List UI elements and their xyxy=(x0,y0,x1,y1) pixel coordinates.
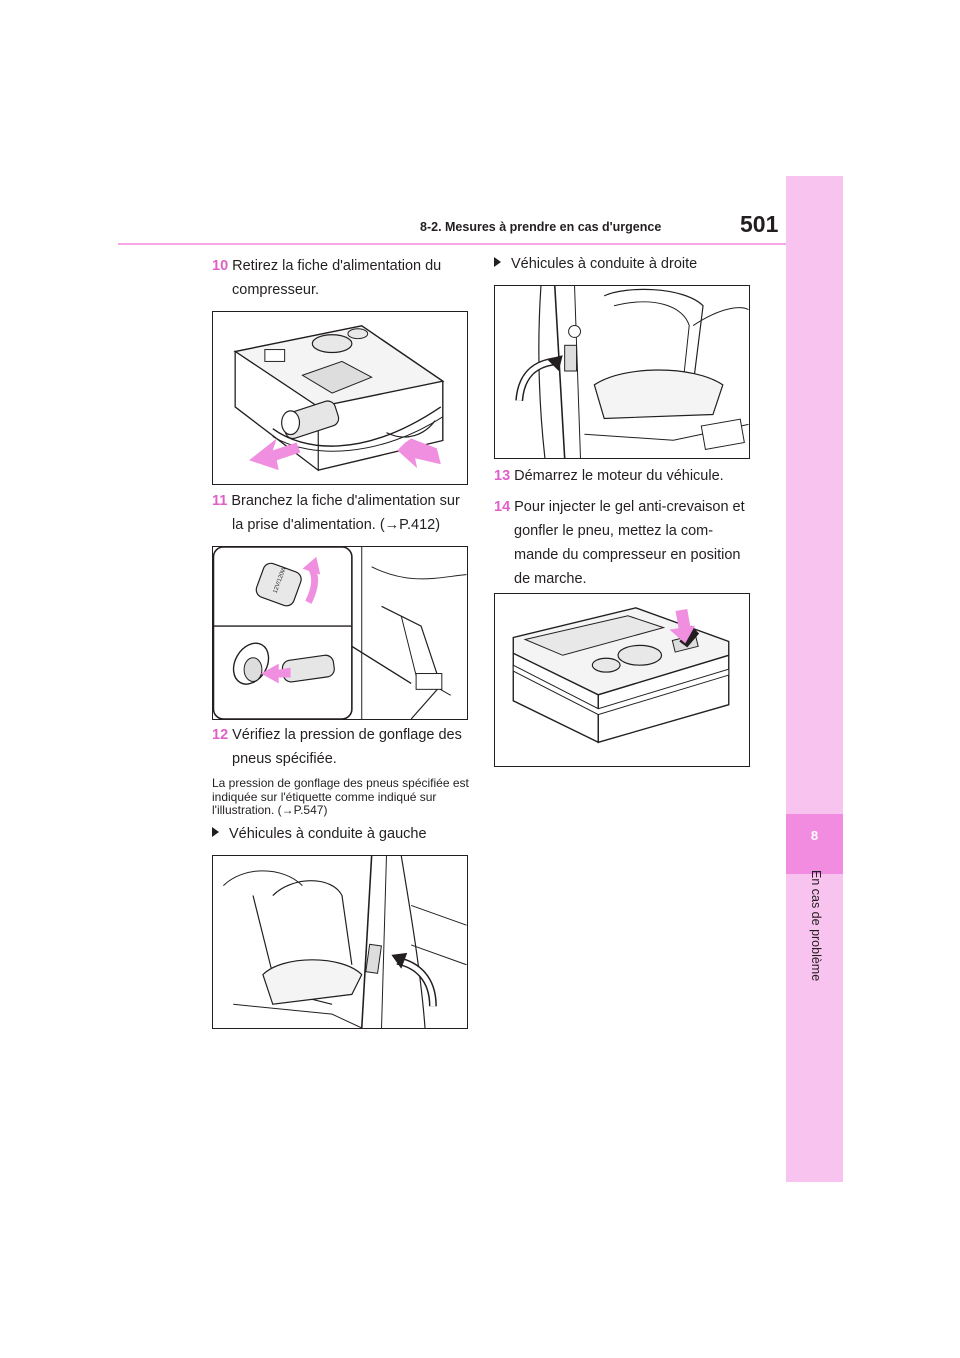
step-13 xyxy=(494,464,724,488)
figure-right-drive-label xyxy=(494,285,750,459)
step-number: 13 xyxy=(494,468,511,484)
right-drive-illustration xyxy=(495,286,749,458)
bullet-text: Véhicules à conduite à gauche xyxy=(229,826,427,842)
step-number: 10 xyxy=(212,258,229,274)
bullet-text: Véhicules à conduite à droite xyxy=(511,256,698,272)
step-text: Vérifiez la pression de gonflage des xyxy=(232,727,462,743)
left-drive-illustration xyxy=(213,856,467,1028)
step-text: Pour injecter le gel anti-crevaison et xyxy=(514,499,745,515)
step-number: 14 xyxy=(494,499,511,515)
bullet-triangle-icon xyxy=(494,257,501,267)
step-text: de marche. xyxy=(514,571,587,587)
power-socket-illustration xyxy=(213,547,467,719)
step-11 xyxy=(212,489,460,537)
figure-compressor-unplug xyxy=(212,311,468,485)
step-text: pneus spécifiée. xyxy=(232,751,337,767)
bullet-triangle-icon xyxy=(212,827,219,837)
step-number: 11 xyxy=(212,493,228,509)
step-text: Démarrez le moteur du véhicule. xyxy=(514,468,724,484)
step-text: Branchez la fiche d'alimentation sur xyxy=(231,493,460,509)
step-12 xyxy=(212,723,462,771)
step-text: gonfler le pneu, mettez la com- xyxy=(514,523,714,539)
chapter-title xyxy=(775,870,855,1020)
figure-power-socket xyxy=(212,546,468,720)
compressor-switch-illustration xyxy=(495,594,749,766)
figure-compressor-switch xyxy=(494,593,750,767)
chapter-number-tab xyxy=(786,814,843,874)
step-text: compresseur. xyxy=(232,282,320,298)
step-14 xyxy=(494,495,745,591)
compressor-unplug-illustration xyxy=(213,312,467,484)
bullet-left-drive xyxy=(212,826,427,842)
pressure-note: La pression de gonflage des pneus spécifiée est indiquée sur l'étiquette comme indiqué sur l'illustration. (→P.547) xyxy=(212,776,469,817)
step-10 xyxy=(212,254,441,302)
section-title: 8-2. Mesures à prendre en cas d'urgence xyxy=(420,220,662,234)
header-rule xyxy=(118,243,786,245)
page-number: 501 xyxy=(740,211,779,237)
chapter-title-text: En cas de problème xyxy=(809,870,823,982)
step-number: 12 xyxy=(212,727,229,743)
chapter-side-tab xyxy=(786,176,843,1182)
socket-label: 12V/120W xyxy=(272,566,288,595)
bullet-right-drive xyxy=(494,256,697,272)
step-text: mande du compresseur en position xyxy=(514,547,741,563)
step-text: Retirez la fiche d'alimentation du xyxy=(232,258,442,274)
chapter-number: 8 xyxy=(810,828,819,843)
figure-left-drive-label xyxy=(212,855,468,1029)
step-text: la prise d'alimentation. (→P.412) xyxy=(232,517,441,533)
